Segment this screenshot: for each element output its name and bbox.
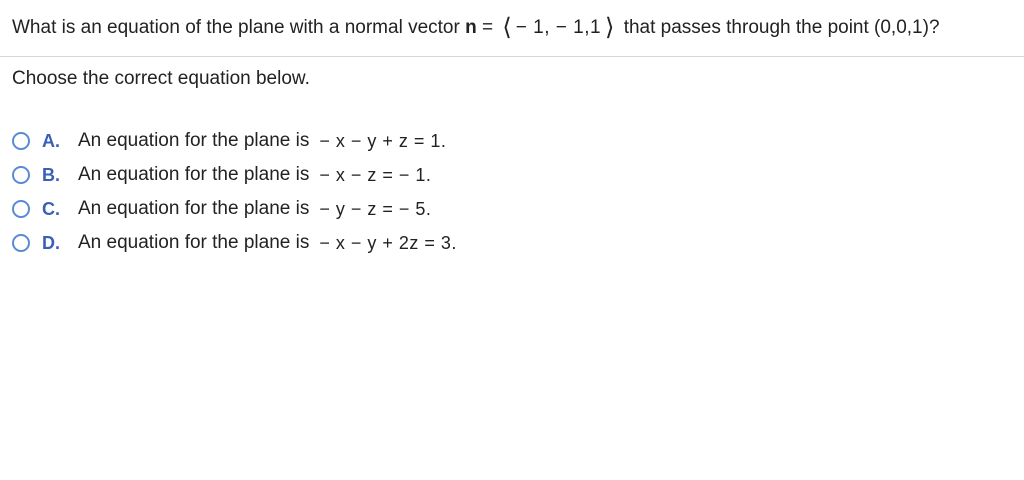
option-d[interactable] xyxy=(12,226,457,260)
left-angle-bracket: ⟨ xyxy=(502,14,512,41)
option-letter-a: A. xyxy=(42,130,60,151)
option-c[interactable] xyxy=(12,192,457,226)
option-text-c: An equation for the plane is xyxy=(78,198,310,219)
radio-button-c[interactable] xyxy=(12,200,30,218)
option-letter-b: B. xyxy=(42,164,60,185)
question-prefix: What is an equation of the plane with a normal vector xyxy=(12,17,460,38)
option-text-a: An equation for the plane is xyxy=(78,130,310,151)
option-equation-b: − x − z = − 1. xyxy=(319,164,432,185)
right-angle-bracket: ⟩ xyxy=(605,14,615,41)
normal-vector-name: n xyxy=(465,17,477,38)
option-equation-c: − y − z = − 5. xyxy=(319,198,432,219)
answer-options xyxy=(12,124,457,260)
radio-button-d[interactable] xyxy=(12,234,30,252)
option-b[interactable] xyxy=(12,158,457,192)
question-text xyxy=(12,14,940,42)
option-text-d: An equation for the plane is xyxy=(78,232,310,253)
instruction-text: Choose the correct equation below. xyxy=(12,68,310,89)
divider xyxy=(0,56,1024,57)
option-a[interactable] xyxy=(12,124,457,158)
option-letter-d: D. xyxy=(42,232,60,253)
question-suffix: that passes through the point (0,0,1)? xyxy=(623,17,940,38)
option-text-b: An equation for the plane is xyxy=(78,164,310,185)
equals-sign: = xyxy=(481,17,494,38)
radio-button-a[interactable] xyxy=(12,132,30,150)
option-letter-c: C. xyxy=(42,198,60,219)
radio-button-b[interactable] xyxy=(12,166,30,184)
option-equation-d: − x − y + 2z = 3. xyxy=(319,232,457,253)
option-equation-a: − x − y + z = 1. xyxy=(319,130,447,151)
vector-components: − 1, − 1,1 xyxy=(515,17,602,38)
